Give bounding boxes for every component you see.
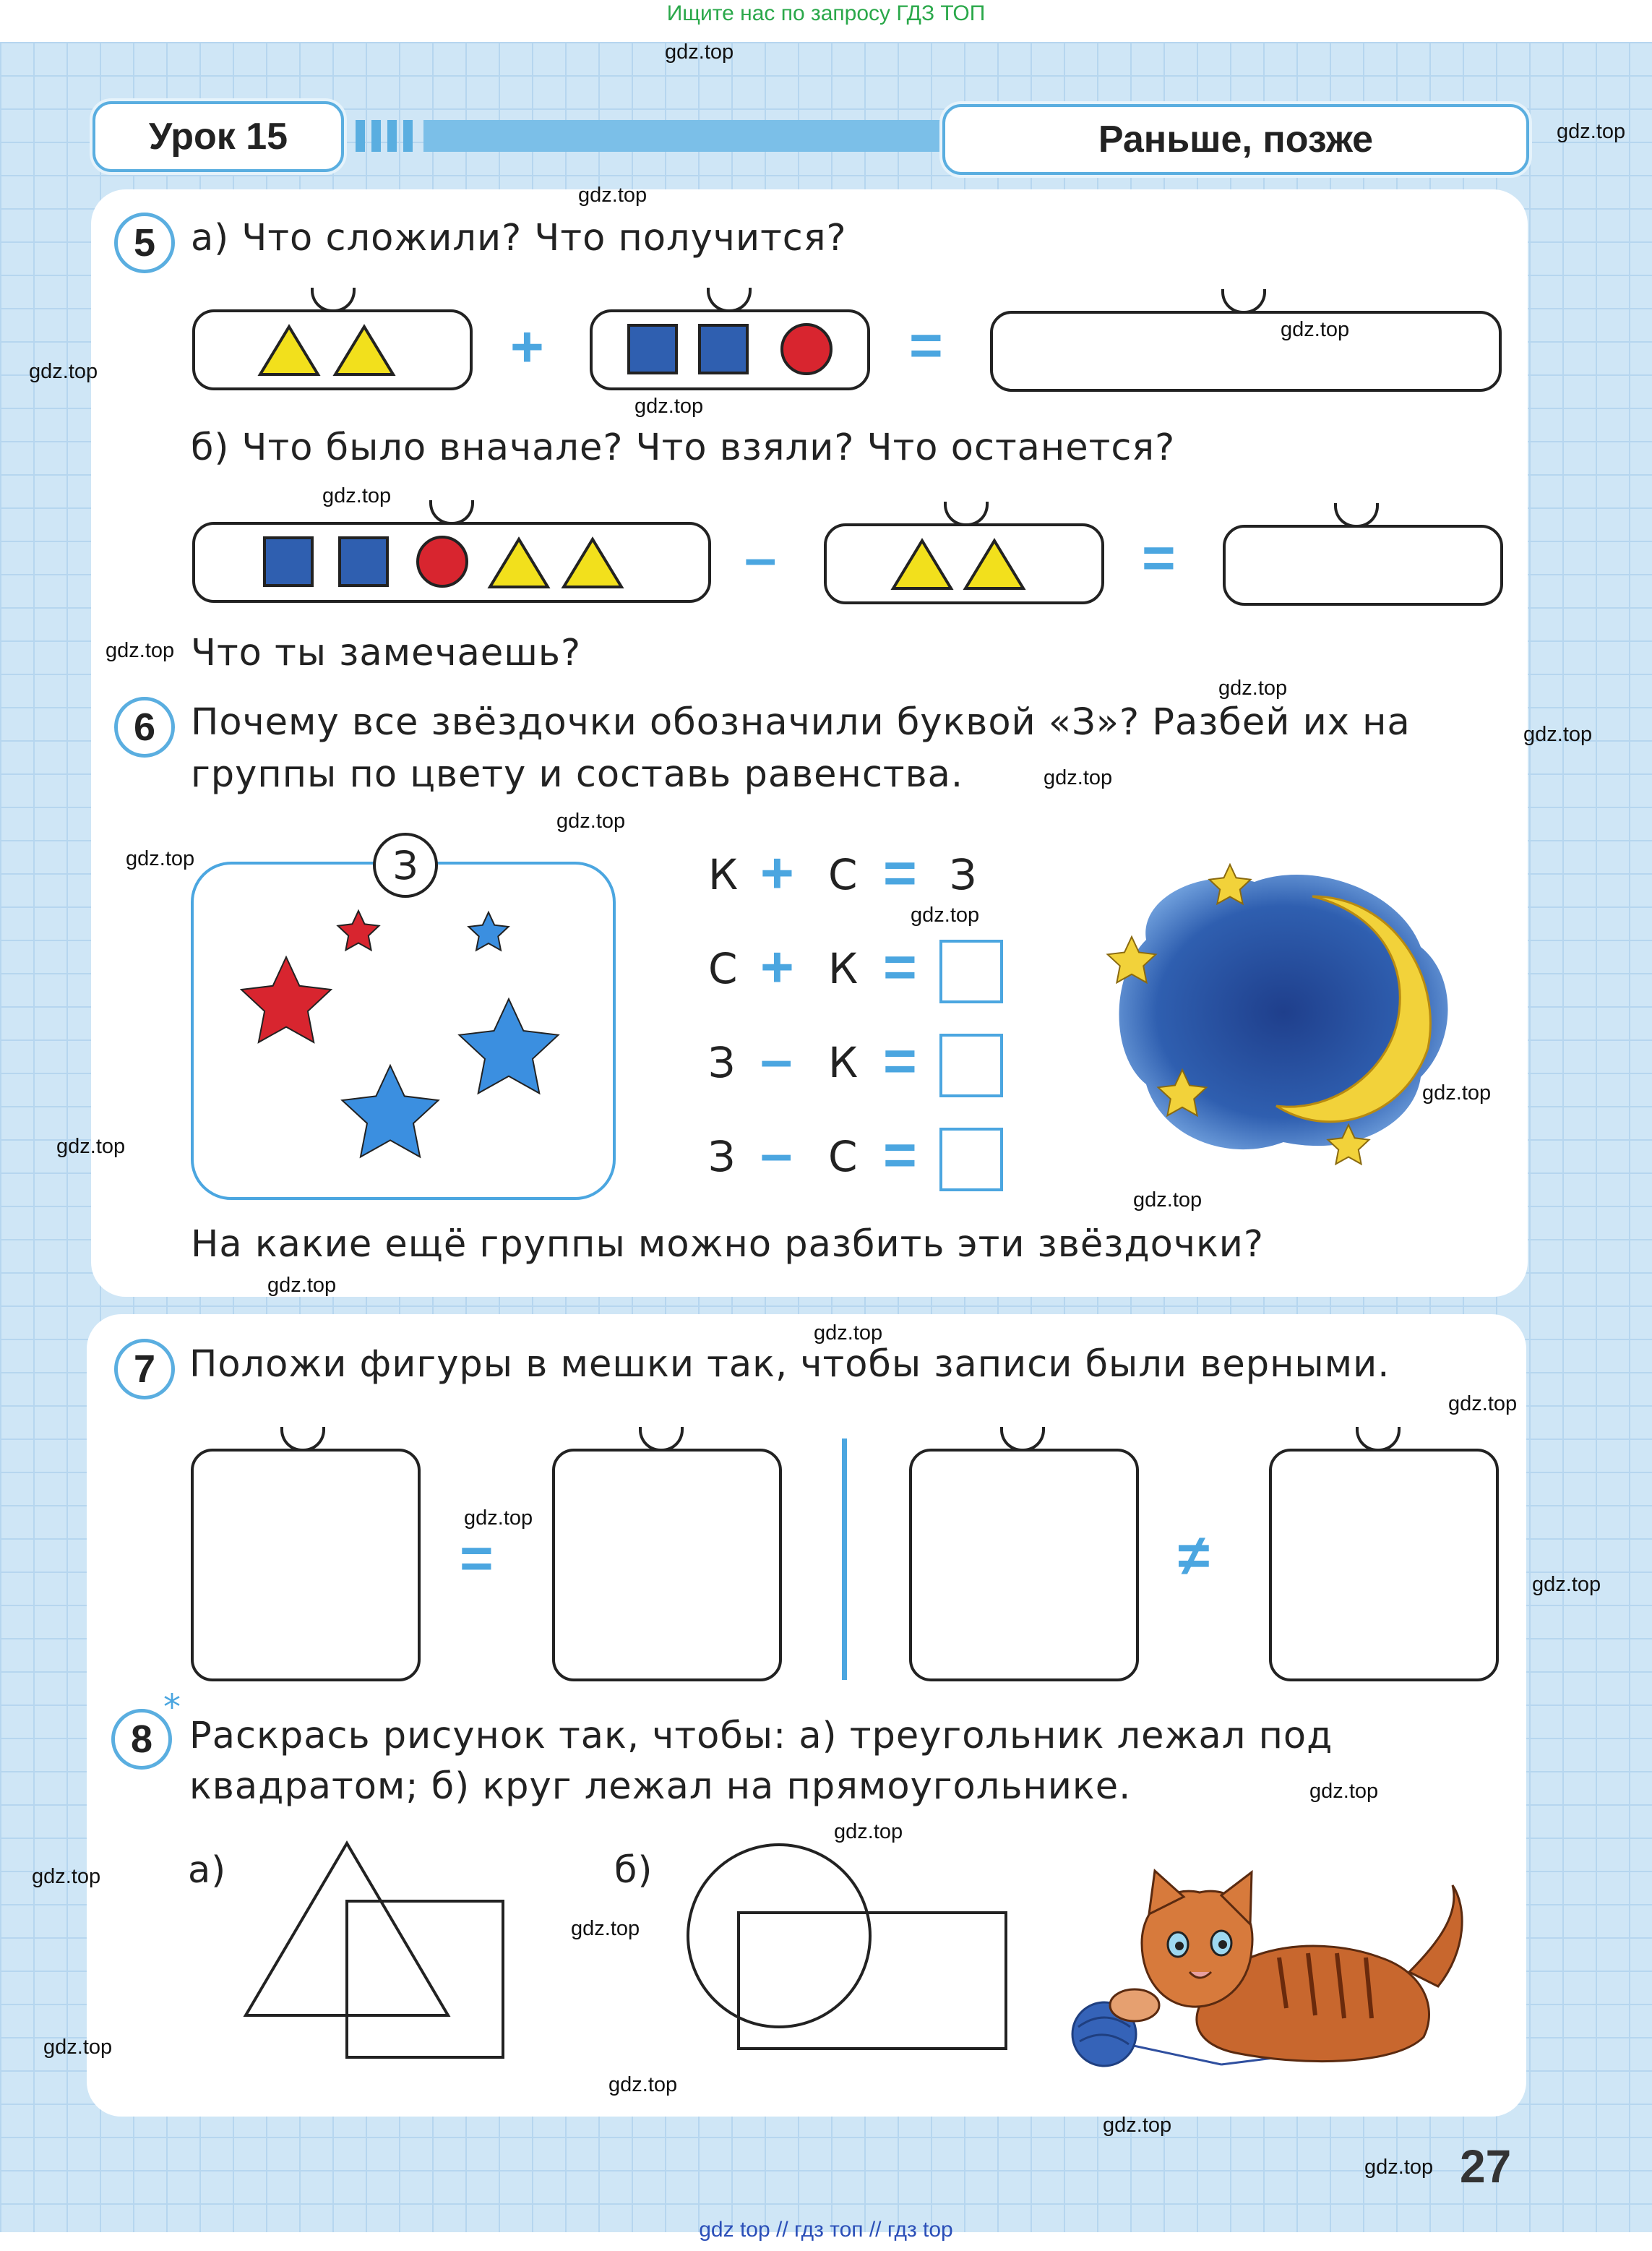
- watermark: gdz.top: [634, 395, 704, 418]
- task-5-question-notice: Что ты замечаешь?: [191, 632, 582, 674]
- header-stripe: [423, 120, 944, 152]
- yellow-triangle: [564, 539, 621, 587]
- equals-sign: =: [909, 313, 943, 377]
- label-a: а): [188, 1849, 227, 1892]
- page-number: 27: [1460, 2140, 1512, 2192]
- separator-line: [842, 1439, 847, 1680]
- yellow-triangle: [965, 541, 1023, 588]
- eq3-answer-box[interactable]: [939, 1034, 1003, 1097]
- task-8-text-line2: квадратом; б) круг лежал на прямоугольнике.: [189, 1765, 1132, 1808]
- eq4-b: С: [828, 1132, 858, 1181]
- watermark: gdz.top: [106, 639, 175, 662]
- task-8-number: 8: [111, 1709, 172, 1770]
- bottom-banner: gdz top // гдз топ // гдз top: [699, 2218, 953, 2242]
- all-shapes: [260, 533, 636, 591]
- watermark: gdz.top: [665, 40, 734, 64]
- red-circle: [782, 325, 831, 374]
- watermark: gdz.top: [1448, 1392, 1518, 1415]
- watermark: gdz.top: [1309, 1780, 1379, 1803]
- watermark: gdz.top: [267, 1274, 337, 1297]
- watermark: gdz.top: [571, 1917, 640, 1940]
- cat-pupil: [1175, 1942, 1184, 1950]
- task-7-text: Положи фигуры в мешки так, чтобы записи были верными.: [189, 1343, 1390, 1386]
- eq3-eq: =: [883, 1029, 917, 1093]
- header-tick: [371, 120, 381, 152]
- watermark: gdz.top: [578, 184, 648, 207]
- yellow-triangle: [490, 539, 548, 587]
- watermark: gdz.top: [1532, 1573, 1601, 1596]
- task-6-number: 6: [114, 697, 175, 758]
- blue-star: [468, 912, 508, 951]
- task-6-text-line2: группы по цвету и составь равенства.: [191, 753, 964, 796]
- blue-star: [460, 999, 559, 1093]
- task-5a-question: а) Что сложили? Что получится?: [191, 217, 847, 260]
- watermark: gdz.top: [556, 810, 626, 833]
- red-circle: [418, 537, 467, 586]
- figure-a-triangle-square[interactable]: [238, 1836, 513, 2067]
- bag-answer-b[interactable]: [1223, 525, 1503, 606]
- watermark: gdz.top: [1523, 723, 1593, 746]
- stars: [191, 862, 610, 1194]
- eq4-eq: =: [883, 1123, 917, 1187]
- sack-1[interactable]: [191, 1449, 421, 1681]
- lesson-label: Урок 15: [93, 101, 344, 172]
- header-tick: [403, 120, 413, 152]
- eq3-op: –: [760, 1027, 793, 1092]
- sack-3[interactable]: [909, 1449, 1139, 1681]
- watermark: gdz.top: [1557, 120, 1626, 143]
- red-star: [241, 957, 331, 1042]
- eq4-op: –: [760, 1121, 793, 1185]
- task-5-number: 5: [114, 213, 175, 273]
- watermark: gdz.top: [322, 484, 392, 507]
- eq1-result: З: [950, 850, 977, 899]
- yellow-triangles: [254, 322, 406, 377]
- task-8-text-line1: Раскрась рисунок так, чтобы: а) треугольник лежал под: [189, 1715, 1333, 1757]
- minus-sign: –: [744, 526, 777, 590]
- watermark: gdz.top: [29, 360, 98, 383]
- cat-tail: [1409, 1885, 1462, 1986]
- blue-square: [264, 538, 312, 586]
- eq1-op: +: [760, 841, 794, 905]
- eq3-a: З: [708, 1038, 736, 1087]
- blue-square: [700, 325, 747, 373]
- watermark: gdz.top: [1364, 2156, 1434, 2179]
- watermark: gdz.top: [608, 2073, 678, 2096]
- sack-2[interactable]: [552, 1449, 782, 1681]
- watermark: gdz.top: [814, 1321, 883, 1345]
- task-5b-question: б) Что было вначале? Что взяли? Что останется?: [191, 426, 1176, 469]
- watermark: gdz.top: [56, 1135, 126, 1158]
- night-sky-moon-illustration: [1096, 853, 1471, 1193]
- square-outline: [347, 1901, 503, 2057]
- eq4-answer-box[interactable]: [939, 1128, 1003, 1191]
- eq2-answer-box[interactable]: [939, 940, 1003, 1003]
- blue-squares-red-circle: [624, 321, 841, 379]
- cat-pupil: [1218, 1940, 1227, 1949]
- label-b: б): [614, 1849, 653, 1892]
- set-label: З: [373, 833, 438, 898]
- header-tick: [387, 120, 397, 152]
- yellow-triangle: [260, 327, 318, 374]
- topic-label: Раньше, позже: [942, 104, 1529, 175]
- yellow-triangle: [335, 327, 393, 374]
- kitten-with-yarn-illustration: [1062, 1864, 1481, 2080]
- eq2-b: К: [828, 944, 859, 993]
- plus-sign: +: [510, 314, 544, 379]
- header-tick: [356, 120, 365, 152]
- sack-4[interactable]: [1269, 1449, 1499, 1681]
- blue-star: [342, 1066, 438, 1157]
- blue-square: [340, 538, 387, 586]
- eq1-a: К: [708, 850, 739, 899]
- task-6-question-end: На какие ещё группы можно разбить эти звёздочки?: [191, 1223, 1264, 1266]
- not-equals-sign: ≠: [1178, 1523, 1210, 1587]
- yellow-triangles: [887, 536, 1039, 591]
- watermark: gdz.top: [43, 2036, 113, 2059]
- eq3-b: К: [828, 1038, 859, 1087]
- figure-b-circle-rectangle[interactable]: [687, 1840, 1019, 2057]
- circle-outline: [688, 1845, 870, 2027]
- task-6-text-line1: Почему все звёздочки обозначили буквой «З»? Разбей их на: [191, 701, 1411, 744]
- top-banner: Ищите нас по запросу ГДЗ ТОП: [666, 1, 986, 25]
- eq4-a: З: [708, 1132, 736, 1181]
- watermark: gdz.top: [1281, 318, 1350, 341]
- equals-sign: =: [460, 1526, 494, 1590]
- watermark: gdz.top: [1103, 2114, 1172, 2137]
- red-star: [338, 911, 379, 950]
- watermark: gdz.top: [464, 1506, 533, 1530]
- watermark: gdz.top: [1422, 1081, 1492, 1105]
- watermark: gdz.top: [1133, 1188, 1203, 1212]
- eq2-eq: =: [883, 935, 917, 999]
- watermark: gdz.top: [1218, 677, 1288, 700]
- bag-answer-a[interactable]: [990, 311, 1502, 392]
- yellow-triangle: [893, 541, 951, 588]
- watermark: gdz.top: [834, 1820, 903, 1843]
- eq2-op: +: [760, 935, 794, 999]
- cat-paw: [1110, 1989, 1159, 2021]
- watermark: gdz.top: [126, 847, 195, 870]
- task-7-number: 7: [114, 1339, 175, 1399]
- yarn-thread: [1120, 2043, 1221, 2065]
- blue-square: [629, 325, 676, 373]
- watermark: gdz.top: [911, 904, 980, 927]
- watermark: gdz.top: [32, 1865, 101, 1888]
- eq1-eq: =: [883, 841, 917, 905]
- task-8-star-mark: *: [163, 1687, 181, 1728]
- eq2-a: С: [708, 944, 738, 993]
- equals-sign: =: [1142, 526, 1176, 590]
- watermark: gdz.top: [1044, 766, 1113, 789]
- eq1-b: С: [828, 850, 858, 899]
